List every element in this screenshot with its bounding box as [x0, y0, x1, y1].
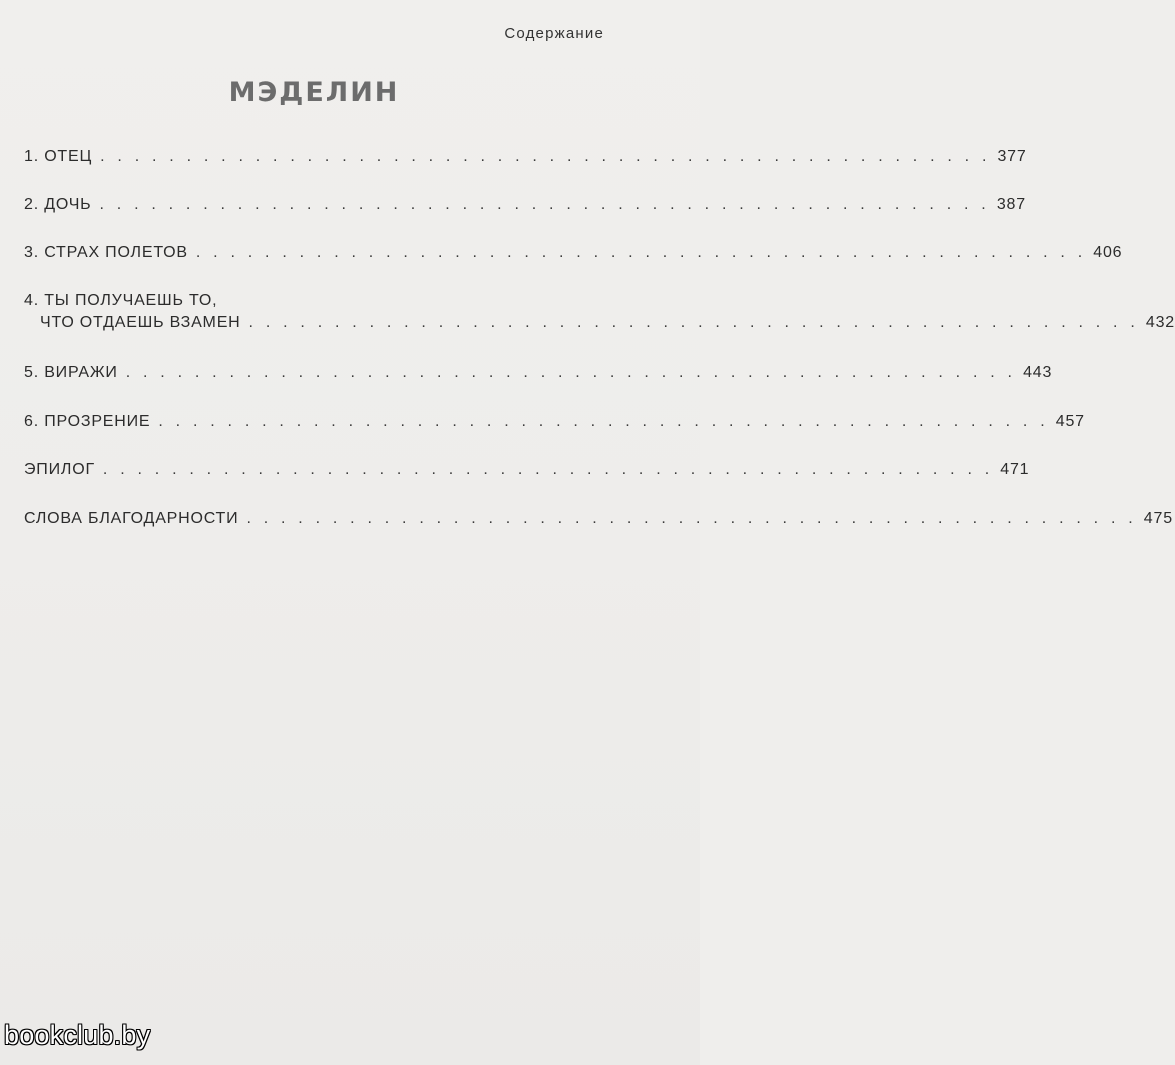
toc-entry: [24, 413, 1085, 433]
dot-leader: . . . . . . . . . . . . . . . . . . . . . . . . . . . . . . . . . . . . . . . . . . . . . . . . . . . .: [246, 510, 1137, 527]
toc-entry-page: 387: [996, 196, 1026, 213]
running-head: Содержание: [504, 25, 604, 42]
dot-leader: . . . . . . . . . . . . . . . . . . . . . . . . . . . . . . . . . . . . . . . . . . . . . . . . . . . .: [195, 244, 1087, 261]
toc-entry-page: 457: [1055, 413, 1085, 430]
toc-entry: [24, 196, 1026, 216]
dot-leader: . . . . . . . . . . . . . . . . . . . . . . . . . . . . . . . . . . . . . . . . . . . . . . . . . . . .: [248, 314, 1139, 331]
toc-entry-page: 443: [1023, 364, 1053, 381]
toc-entry: [24, 510, 1173, 530]
dot-leader: . . . . . . . . . . . . . . . . . . . . . . . . . . . . . . . . . . . . . . . . . . . . . . . . . . . .: [158, 413, 1049, 430]
toc-entry: [24, 292, 1175, 334]
toc-entry-label: ЭПИЛОГ: [24, 461, 95, 478]
toc-entry-label-line1: 4. ТЫ ПОЛУЧАЕШЬ ТО,: [24, 292, 218, 309]
toc-entry-label: СЛОВА БЛАГОДАРНОСТИ: [24, 510, 239, 527]
toc-entry-page: 406: [1093, 244, 1123, 261]
toc-entry: [24, 364, 1053, 384]
toc-entry-label-line2: ЧТО ОТДАЕШЬ ВЗАМЕН: [40, 314, 241, 331]
dot-leader: . . . . . . . . . . . . . . . . . . . . . . . . . . . . . . . . . . . . . . . . . . . . . . . . . . . .: [99, 196, 990, 213]
dot-leader: . . . . . . . . . . . . . . . . . . . . . . . . . . . . . . . . . . . . . . . . . . . . . . . . . . . .: [125, 364, 1017, 381]
section-title: МЭДЕЛИН: [228, 77, 400, 108]
toc-entry-label: 2. ДОЧЬ: [24, 196, 92, 213]
toc-entry-label: 5. ВИРАЖИ: [24, 364, 118, 381]
watermark-logo: bookclub.by: [4, 1020, 151, 1050]
toc-entry-page: 475: [1143, 510, 1173, 527]
toc-entry-page: 471: [1000, 461, 1030, 478]
toc-entry-label: 6. ПРОЗРЕНИЕ: [24, 413, 151, 430]
dot-leader: . . . . . . . . . . . . . . . . . . . . . . . . . . . . . . . . . . . . . . . . . . . . . . . . . . . .: [100, 148, 991, 165]
toc-entry-label: 3. СТРАХ ПОЛЕТОВ: [24, 244, 188, 261]
toc-entry-label: 1. ОТЕЦ: [24, 148, 93, 165]
toc-entry-page: 377: [997, 148, 1027, 165]
toc-entry: [24, 244, 1123, 264]
toc-entry: [24, 148, 1027, 168]
dot-leader: . . . . . . . . . . . . . . . . . . . . . . . . . . . . . . . . . . . . . . . . . . . . . . . . . . . .: [102, 461, 994, 478]
toc-entry: [24, 461, 1030, 481]
toc-entry-page: 432: [1145, 314, 1175, 331]
